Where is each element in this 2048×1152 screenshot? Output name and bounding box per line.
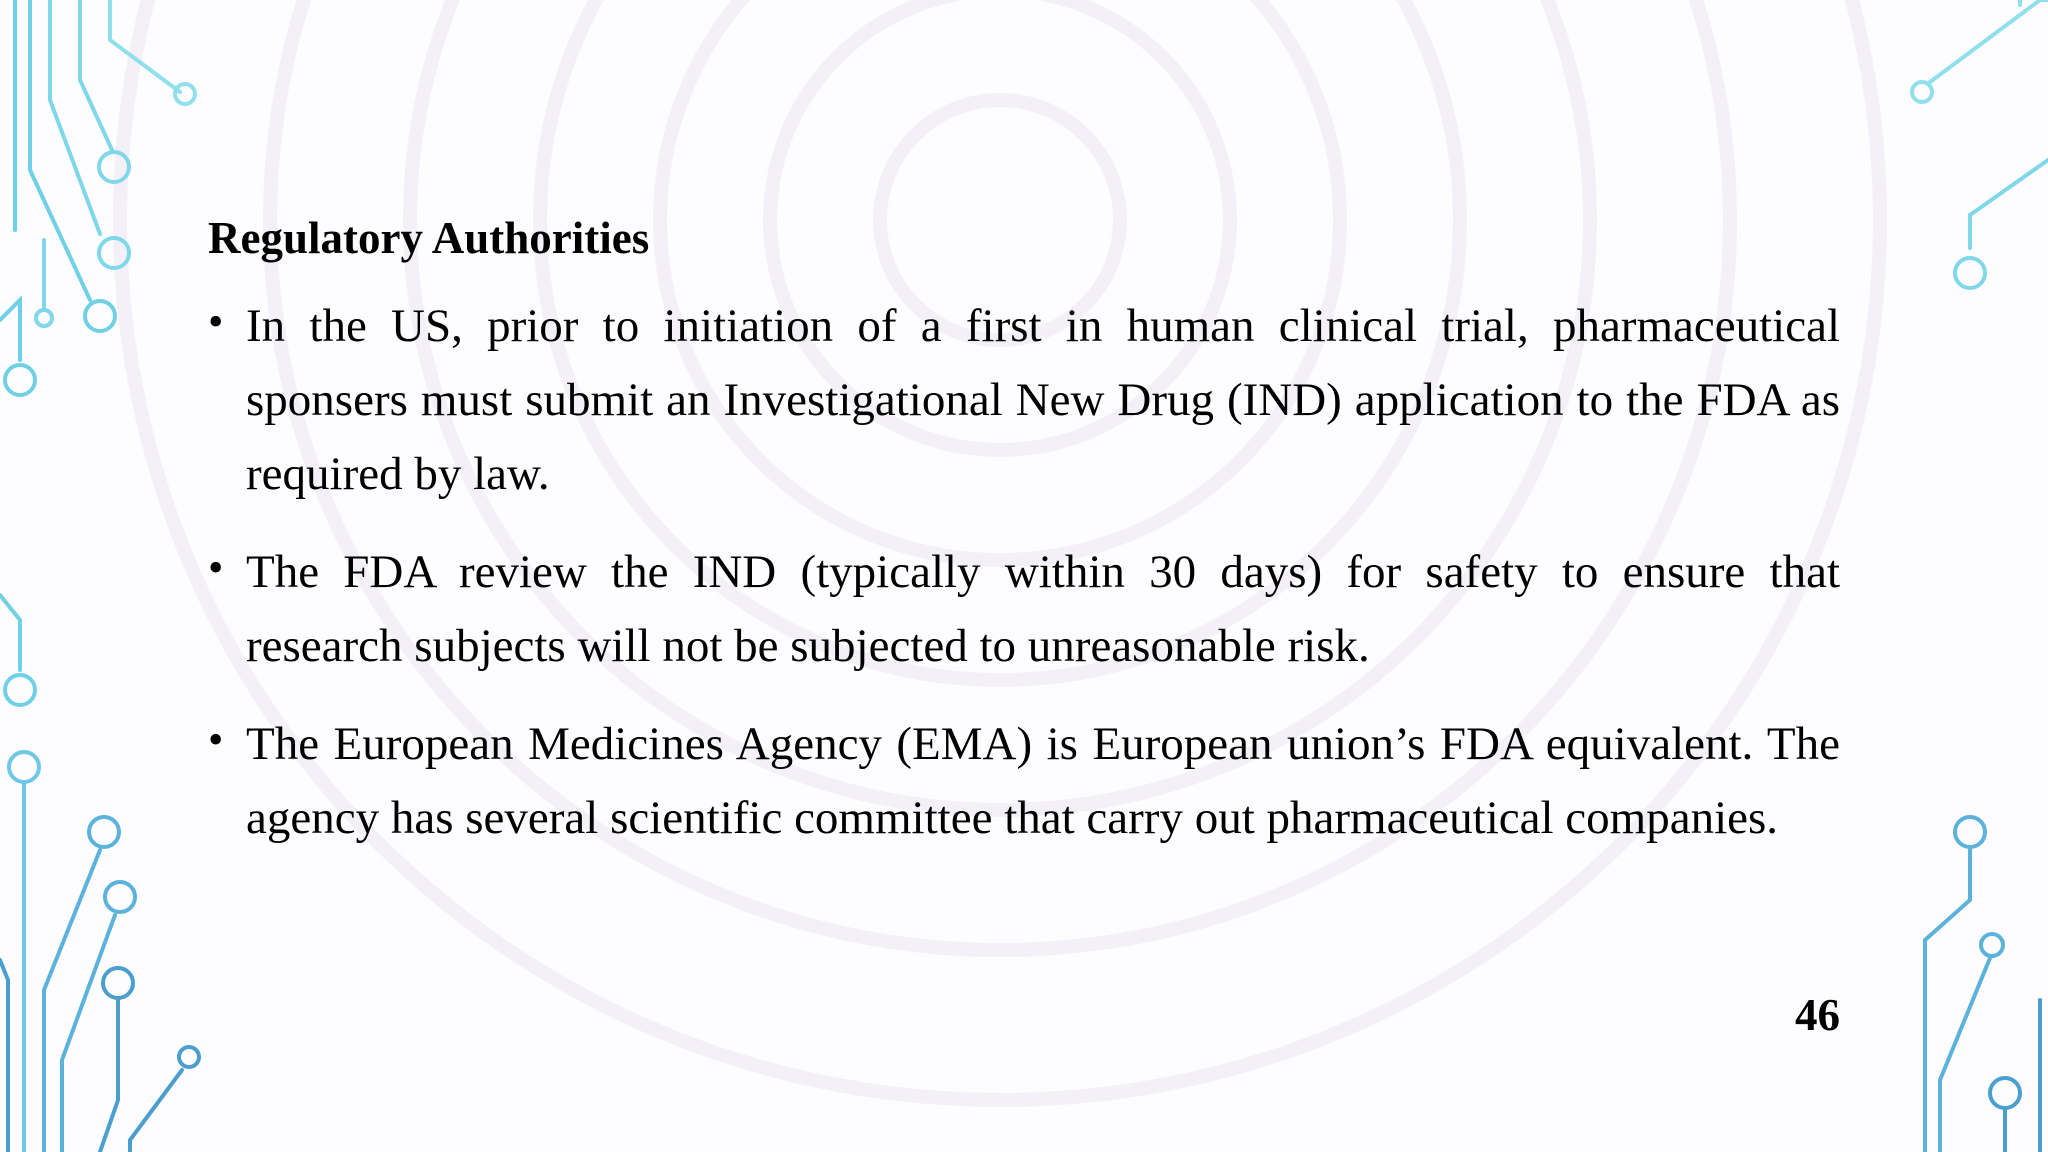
bullet-text: The FDA review the IND (typically within 30 days) for safety to ensure that research subjects will not be subjected to unreasonable risk. <box>246 546 1840 672</box>
bullet-text: The European Medicines Agency (EMA) is European union’s FDA equivalent. The agency has several scientific committee that carry out pharmaceutical companies. <box>246 718 1840 844</box>
bullet-item-us-ind <box>208 289 1840 511</box>
bullet-text: In the US, prior to initiation of a first in human clinical trial, pharmaceutical sponsers must submit an Investigational New Drug (IND) application to the FDA as required by law. <box>246 300 1840 500</box>
page-number: 46 <box>1795 990 1840 1040</box>
bullet-item-ema <box>208 707 1840 855</box>
slide-content <box>208 205 1840 879</box>
bullet-dot-icon: • <box>208 715 224 764</box>
bullet-dot-icon: • <box>208 543 224 592</box>
bullet-dot-icon: • <box>208 297 224 346</box>
bullet-list <box>208 289 1840 855</box>
bullet-item-fda-review <box>208 535 1840 683</box>
slide-title: Regulatory Authorities <box>208 213 650 263</box>
